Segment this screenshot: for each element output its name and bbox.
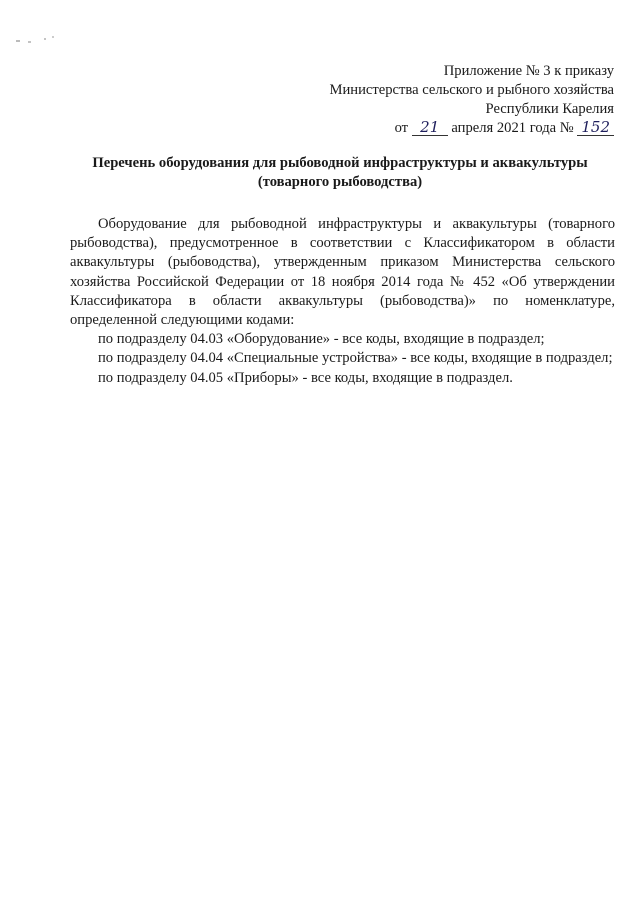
appendix-line-3: Республики Карелия (485, 101, 614, 117)
body-paragraph: Оборудование для рыбоводной инфраструктуры и аквакультуры (товарного рыбоводства), предусмотренное в соответствии с Классификатором в области аквакультуры (рыбоводства), утвержденным приказом Министерства сельского хозяйства Российской Федерации от 18 ноября 2014 года № 452 «Об утверждении Классификатора в области аквакультуры (рыбоводства)» по номенклатуре, определенной следующими кодами: (70, 216, 615, 329)
list-item: по подразделу 04.03 «Оборудование» - все коды, входящие в подраздел; (98, 331, 545, 348)
title-line-1: Перечень оборудования для рыбоводной инфраструктуры и аквакультуры (92, 155, 588, 171)
document-title (70, 154, 610, 192)
title-line-2: (товарного рыбоводства) (257, 174, 423, 190)
appendix-header (254, 62, 614, 138)
scan-artifact-mark (14, 34, 62, 44)
document-body (70, 215, 615, 388)
handwritten-day: 21 (412, 120, 448, 136)
list-item: по подразделу 04.05 «Приборы» - все коды, входящие в подраздел. (98, 369, 513, 386)
appendix-line-2: Министерства сельского и рыбного хозяйства (329, 82, 614, 98)
date-prefix: от (394, 120, 409, 136)
appendix-line-1: Приложение № 3 к приказу (443, 63, 614, 79)
list-item: по подразделу 04.04 «Специальные устройства» - все коды, входящие в подраздел; (98, 350, 613, 367)
handwritten-order-number: 152 (577, 120, 614, 136)
date-middle: апреля 2021 года № (451, 120, 574, 136)
appendix-date-line (254, 119, 614, 138)
